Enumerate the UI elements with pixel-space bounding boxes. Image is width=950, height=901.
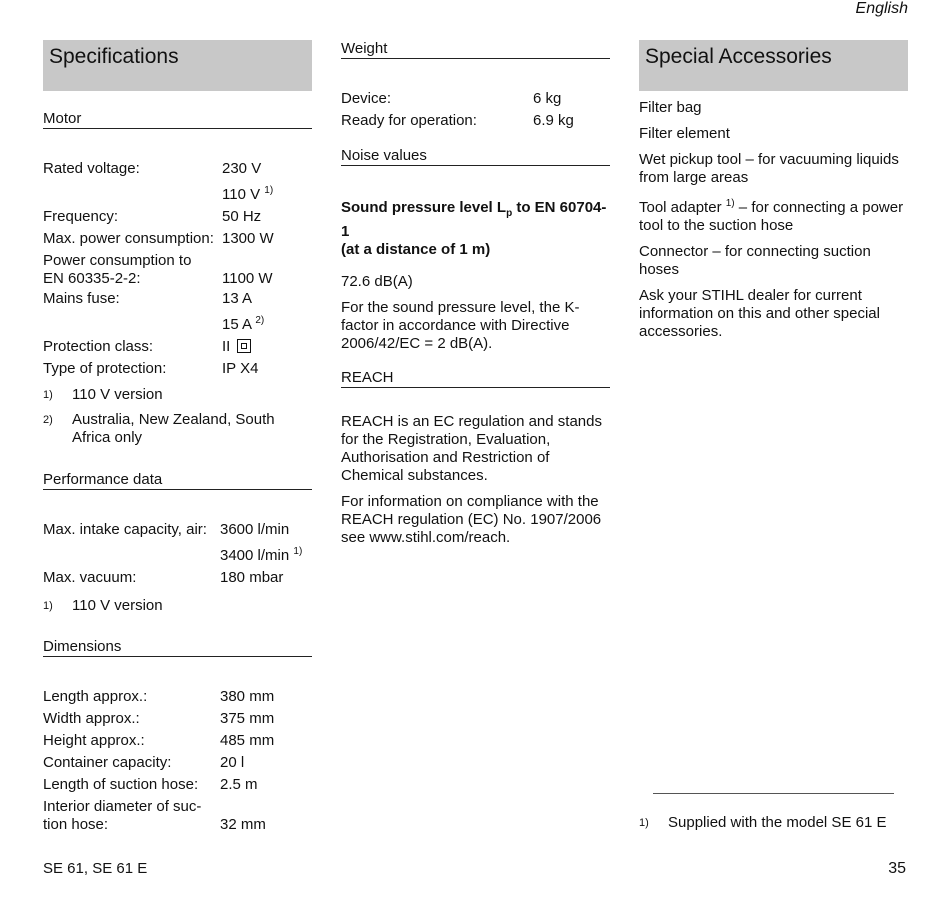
power-en-label [43, 252, 222, 288]
diameter-value: 32 mm [220, 816, 266, 833]
frequency-value: 50 Hz [222, 208, 262, 225]
diameter-label [43, 798, 220, 834]
diameter-label-2: tion hose: [43, 816, 109, 833]
vacuum-value: 180 mbar [220, 569, 284, 586]
footnote-perf [43, 597, 312, 615]
dimension-label: Length of suction hose: [43, 776, 199, 793]
power-en-label-2: EN 60335-2-2: [43, 270, 141, 287]
footnote-mark: 2) [43, 414, 53, 426]
protection-class-value: II [222, 338, 231, 355]
footnote-text: 110 V version [72, 386, 163, 403]
noise-value: 72.6 dB(A) [341, 273, 413, 290]
dimensions-table [43, 686, 312, 834]
class-ii-icon [237, 339, 251, 353]
language-label: English [855, 0, 908, 17]
max-power-value: 1300 W [222, 230, 274, 247]
noise-heading: Noise values [341, 147, 610, 166]
weight-heading: Weight [341, 40, 610, 59]
diameter-label-1: Interior diameter of suc- [43, 798, 202, 815]
specifications-title: Specifications [43, 40, 312, 91]
footnote-1 [43, 386, 312, 404]
dimension-label: Height approx.: [43, 732, 145, 749]
footnote-text: Supplied with the model SE 61 E [668, 814, 887, 831]
footnote-mark: 1) [43, 389, 53, 401]
dimension-value: 485 mm [220, 732, 275, 749]
weight-table [341, 88, 610, 132]
dimension-value: 2.5 m [220, 776, 258, 793]
accessory-item: Connector – for connecting suction hoses [639, 243, 871, 278]
footnote-divider [653, 793, 894, 794]
accessory-item: Ask your STIHL dealer for current information on this and other special accessories. [639, 287, 880, 340]
footnote-ref: 1) [293, 546, 303, 557]
power-en-label-1: Power consumption to [43, 252, 192, 269]
accessory-item [639, 195, 908, 235]
intake-label: Max. intake capacity, air: [43, 521, 207, 538]
dimension-label: Container capacity: [43, 754, 172, 771]
accessory-item-text: Tool adapter [639, 199, 726, 216]
rated-voltage-value: 230 V [222, 160, 262, 177]
device-label: Device: [341, 90, 392, 107]
performance-table [43, 519, 312, 589]
page-number: 35 [888, 860, 906, 877]
footnote-mark: 1) [639, 817, 649, 829]
rated-voltage-value-2: 110 V [222, 186, 261, 203]
intake-value: 3600 l/min [220, 521, 290, 538]
frequency-label: Frequency: [43, 208, 119, 225]
accessory-item: Filter element [639, 125, 730, 142]
noise-title-text: Sound pressure level L [341, 199, 507, 216]
dimension-label: Width approx.: [43, 710, 140, 727]
dimensions-heading: Dimensions [43, 638, 312, 657]
noise-title-line2: (at a distance of 1 m) [341, 241, 491, 258]
accessories-footnote [639, 814, 919, 832]
dimension-value: 20 l [220, 754, 245, 771]
dimension-value: 375 mm [220, 710, 275, 727]
ready-label: Ready for operation: [341, 112, 477, 129]
motor-heading: Motor [43, 110, 312, 129]
power-en-value: 1100 W [222, 270, 273, 287]
ready-value: 6.9 kg [533, 112, 574, 129]
footnote-text: 110 V version [72, 597, 163, 614]
footnote-ref: 1) [725, 198, 735, 209]
footnote-2 [43, 411, 312, 447]
dimension-value: 380 mm [220, 688, 275, 705]
accessory-item-text-2: – for connecting a power tool to the suction hose [639, 199, 904, 234]
footer-model: SE 61, SE 61 E [43, 860, 148, 877]
noise-title-post: to EN 60704-1 [341, 199, 607, 240]
footnote-text: Australia, New Zealand, South Africa only [72, 411, 275, 446]
rated-voltage-label: Rated voltage: [43, 160, 140, 177]
footnote-ref: 2) [255, 315, 265, 326]
footnote-ref: 1) [264, 185, 274, 196]
accessory-item: Filter bag [639, 99, 702, 116]
type-protection-value: IP X4 [222, 360, 259, 377]
type-protection-label: Type of protection: [43, 360, 167, 377]
reach-heading: REACH [341, 369, 610, 388]
intake-value-2: 3400 l/min [220, 547, 290, 564]
specifications-column [43, 40, 312, 834]
noise-note: For the sound pressure level, the K-factor in accordance with Directive 2006/42/EC = 2 dB(A). [341, 299, 580, 352]
protection-class-label: Protection class: [43, 338, 154, 355]
mains-fuse-value-2: 15 A [222, 316, 252, 333]
accessories-title: Special Accessories [639, 40, 908, 91]
mains-fuse-label: Mains fuse: [43, 290, 120, 307]
reach-paragraph-1: REACH is an EC regulation and stands for the Registration, Evaluation, Authorisation and Restriction of Chemical substances. [341, 413, 602, 484]
middle-column [341, 40, 610, 547]
mains-fuse-value: 13 A [222, 290, 253, 307]
footnote-mark: 1) [43, 600, 53, 612]
vacuum-label: Max. vacuum: [43, 569, 137, 586]
accessories-column [639, 40, 908, 341]
noise-title-sub: p [506, 208, 513, 219]
motor-table [43, 158, 312, 380]
performance-heading: Performance data [43, 471, 312, 490]
max-power-label: Max. power consumption: [43, 230, 214, 247]
dimension-label: Length approx.: [43, 688, 148, 705]
device-value: 6 kg [533, 90, 562, 107]
reach-paragraph-2: For information on compliance with the REACH regulation (EC) No. 1907/2006 see www.stihl.com/reach. [341, 493, 602, 546]
accessory-item: Wet pickup tool – for vacuuming liquids from large areas [639, 151, 899, 186]
noise-title [341, 199, 610, 259]
